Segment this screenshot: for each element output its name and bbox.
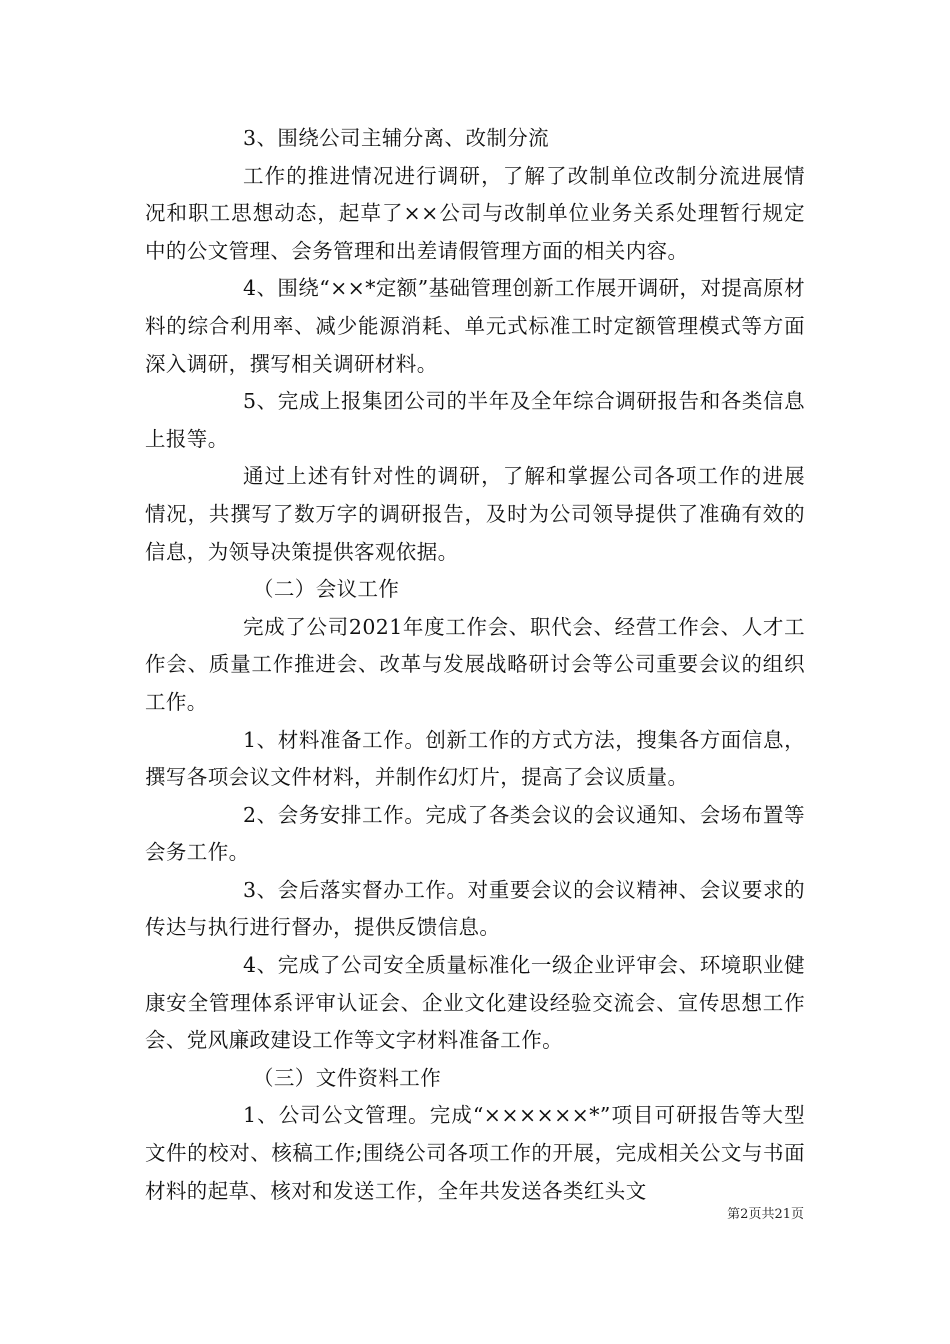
paragraph: 工作的推进情况进行调研，了解了改制单位改制分流进展情况和职工思想动态，起草了××公司与改制单位业务关系处理暂行规定中的公文管理、会务管理和出差请假管理方面的相关内容。 <box>145 163 805 263</box>
paragraph: 4、完成了公司安全质量标准化一级企业评审会、环境职业健康安全管理体系评审认证会、企业文化建设经验交流会、宣传思想工作会、党风廉政建设工作等文字材料准备工作。 <box>145 953 805 1053</box>
section-heading: （二）会议工作 <box>253 577 400 602</box>
paragraph: 1、公司公文管理。完成“××××××*”项目可研报告等大型文件的校对、核稿工作;围绕公司各项工作的开展，完成相关公文与书面材料的起草、核对和发送工作，全年共发送各类红头文 <box>145 1103 805 1203</box>
page-number-footer: 第2页共21页 <box>727 1207 804 1222</box>
paragraph: 2、会务安排工作。完成了各类会议的会议通知、会场布置等会务工作。 <box>145 802 805 865</box>
paragraph: 通过上述有针对性的调研，了解和掌握公司各项工作的进展情况，共撰写了数万字的调研报告，及时为公司领导提供了准确有效的信息，为领导决策提供客观依据。 <box>145 464 805 564</box>
paragraph: 1、材料准备工作。创新工作的方式方法，搜集各方面信息，撰写各项会议文件材料，并制作幻灯片，提高了会议质量。 <box>145 727 805 790</box>
paragraph: 3、会后落实督办工作。对重要会议的会议精神、会议要求的传达与执行进行督办，提供反馈信息。 <box>145 877 805 940</box>
paragraph: 3、围绕公司主辅分离、改制分流 <box>243 126 550 150</box>
paragraph: 完成了公司2021年度工作会、职代会、经营工作会、人才工作会、质量工作推进会、改革与发展战略研讨会等公司重要会议的组织工作。 <box>145 614 805 714</box>
paragraph: 4、围绕“××*定额”基础管理创新工作展开调研，对提高原材料的综合利用率、减少能源消耗、单元式标准工时定额管理模式等方面深入调研，撰写相关调研材料。 <box>145 276 805 376</box>
section-heading: （三）文件资料工作 <box>253 1065 442 1090</box>
document-body <box>145 120 805 1210</box>
paragraph: 5、完成上报集团公司的半年及全年综合调研报告和各类信息上报等。 <box>145 389 805 451</box>
